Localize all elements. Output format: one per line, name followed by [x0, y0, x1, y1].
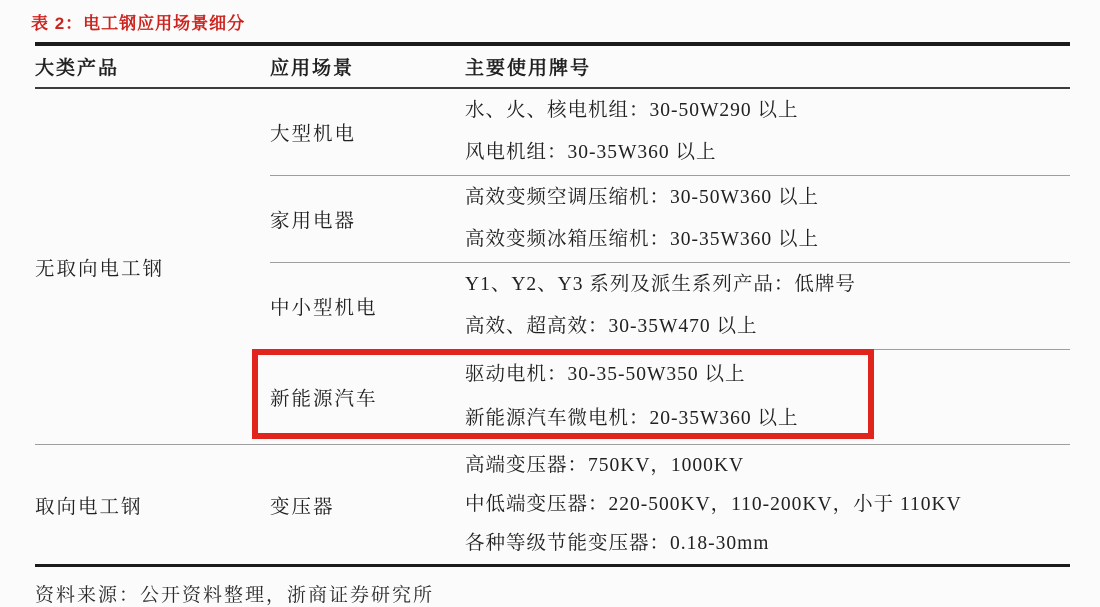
- grade-list: [465, 445, 1070, 564]
- grade-line: Y1、Y2、Y3 系列及派生系列产品：低牌号: [465, 274, 856, 295]
- electrical-steel-table: [35, 42, 1070, 567]
- scenario-list: [270, 445, 1070, 564]
- grade-line: 风电机组：30-35W360 以上: [465, 142, 717, 163]
- grade-line: 高效、超高效：30-35W470 以上: [465, 316, 758, 337]
- grade-line: 高端变压器：750KV，1000KV: [465, 455, 745, 476]
- table-row-transformers: [270, 445, 1070, 564]
- grade-line: 高效变频空调压缩机：30-50W360 以上: [465, 187, 820, 208]
- grade-list: [465, 352, 1070, 442]
- grade-line: 新能源汽车微电机：20-35W360 以上: [465, 408, 799, 429]
- table-row-small-medium-machinery: [270, 262, 1070, 349]
- table-header-row: [35, 46, 1070, 89]
- grade-line: 各种等级节能变压器：0.18-30mm: [465, 533, 770, 554]
- scenario-label: 家用电器: [270, 211, 357, 232]
- grade-line: 水、火、核电机组：30-50W290 以上: [465, 100, 799, 121]
- grade-list: [465, 176, 1070, 262]
- scenario-label: 大型机电: [270, 124, 357, 145]
- category-cell: 无取向电工钢: [35, 258, 165, 280]
- grade-list: [465, 263, 1070, 349]
- header-cell-grades: 主要使用牌号: [465, 58, 592, 79]
- source-note: 资料来源：公开资料整理，浙商证券研究所: [35, 585, 435, 606]
- scenario-label: 变压器: [270, 496, 335, 518]
- table-group-oriented: [35, 444, 1070, 564]
- grade-line: 驱动电机：30-35-50W350 以上: [465, 364, 746, 385]
- scenario-label: 新能源汽车: [270, 389, 378, 410]
- table-row-new-energy-vehicles: [270, 349, 1070, 444]
- category-cell: 取向电工钢: [35, 496, 143, 518]
- scenario-list: [270, 89, 1070, 444]
- header-cell-category: 大类产品: [35, 58, 120, 79]
- table-row-large-machinery: [270, 89, 1070, 175]
- header-cell-scenario: 应用场景: [270, 58, 355, 79]
- grade-line: 高效变频冰箱压缩机：30-35W360 以上: [465, 229, 820, 250]
- page-title: 表 2：电工钢应用场景细分: [31, 14, 246, 33]
- table-group-non-oriented: [35, 89, 1070, 444]
- grade-list: [465, 89, 1070, 175]
- scenario-label: 中小型机电: [270, 298, 378, 319]
- grade-line: 中低端变压器：220-500KV，110-200KV，小于 110KV: [465, 494, 962, 515]
- table-row-home-appliances: [270, 175, 1070, 262]
